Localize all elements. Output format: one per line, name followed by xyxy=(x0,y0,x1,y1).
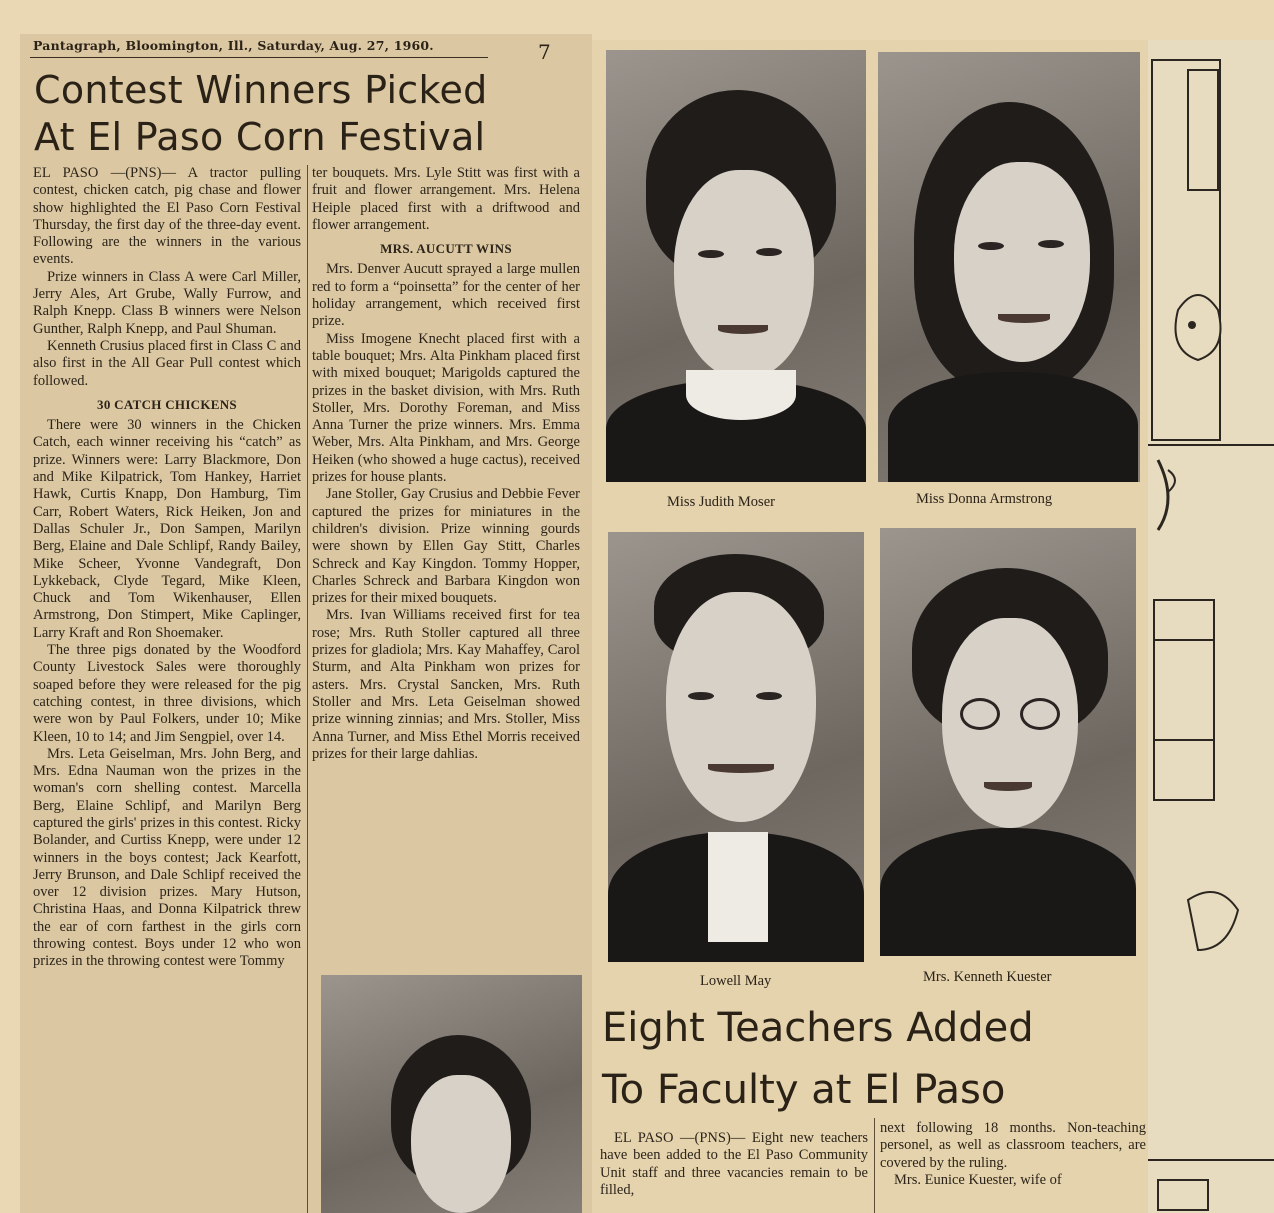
caption-judith-moser: Miss Judith Moser xyxy=(667,494,775,510)
article1-col1-para4: There were 30 winners in the Chicken Catch, each winner receiving his “catch” as prize. Winners were: Larry Blackmore, Don and Mike Kilpatrick, Tom Hankey, Harriet Hawk, Curtis Knapp, Don Hamburg, Tim Carr, Robert Waters, Rick Heiken, Jon and Dallas Schuler Jr., Don Sampen, Marilyn Berg, Elaine and Dale Schlipf, Randy Bailey, Mike Scheer, Yvonne Vandegraft, Don Lykkeback, Clyde Tegard, Mike Kleen, Chuck and Tom Wikenhauser, Ellen Armstrong, Don Stimpert, Mike Caplinger, Larry Kraft and Ron Shoemaker. xyxy=(33,417,301,641)
article1-col2-para5: Mrs. Ivan Williams received first for tea rose; Mrs. Ruth Stoller captured all three prizes for gladiola; Mrs. Kay Mahaffey, Carol Sturm, and Alta Pinkham won prizes for asters. Mrs. Crystal Sancken, Mrs. Ruth Stoller and Mrs. Leta Geiselman showed prize winning zinnias; and Mrs. Stoller, Miss Anna Turner, and Miss Ethel Morris received prizes for their large dahlias. xyxy=(312,607,580,762)
dateline-rule xyxy=(30,57,488,58)
article2-column2 xyxy=(880,1120,1146,1189)
article1-subhead1: 30 CATCH CHICKENS xyxy=(97,396,237,412)
article1-column1 xyxy=(33,165,301,971)
caption-kenneth-kuester: Mrs. Kenneth Kuester xyxy=(923,969,1052,985)
article1-column2 xyxy=(312,165,580,763)
column-rule-2 xyxy=(874,1118,875,1213)
article1-col2-para4: Jane Stoller, Gay Crusius and Debbie Fever captured the prizes for miniatures in the children's division. Prize winning gourds were shown by Ellen Gay Stitt, Charles Schreck and Kay Kingdon. Tommy Hopper, Charles Schreck and Barbara Kingdon won prizes for their mixed bouquets. xyxy=(312,486,580,607)
cartoon-illustration xyxy=(1148,40,1274,1213)
photo-judith-moser xyxy=(606,50,866,482)
dateline: Pantagraph, Bloomington, Ill., Saturday, Aug. 27, 1960. xyxy=(33,38,434,53)
adjacent-clipping-cartoon xyxy=(1148,40,1274,1213)
photo-donna-armstrong xyxy=(878,52,1140,482)
article1-col1-para6: Mrs. Leta Geiselman, Mrs. John Berg, and Mrs. Edna Nauman won the prizes in the woman's corn shelling contest. Marcella Berg, Elaine Schlipf, and Marilyn Berg captured the girls' prizes in this contest. Ricky Bolander, and Curtiss Knepp, were under 12 winners in the boys contest; Jack Kearfott, Jerry Brunson, and Dale Schlipf received the over 12 division prizes. Mary Hutson, Christina Haas, and Donna Kilpatrick threw the ear of corn farthest in the girls corn throwing contest. Boys under 12 who won prizes in the throwing contest were Tommy xyxy=(33,745,301,970)
caption-lowell-may: Lowell May xyxy=(700,973,772,989)
article2-column1 xyxy=(600,1130,868,1199)
article2-col2-para1: next following 18 months. Non-teaching personel, as well as classroom teachers, are covered by the ruling. xyxy=(880,1120,1146,1171)
article1-headline-line2: At El Paso Corn Festival xyxy=(34,115,486,159)
article2-col1-para1: EL PASO —(PNS)— Eight new teachers have been added to the El Paso Community Unit staff and three vacancies remain to be filled, xyxy=(600,1130,868,1198)
article2-headline-line1: Eight Teachers Added xyxy=(602,1005,1034,1051)
article1-col2-para3: Miss Imogene Knecht placed first with a table bouquet; Mrs. Alta Pinkham placed first with mixed bouquet; Marigolds captured the prizes in the basket division, with Mrs. Ruth Stoller, Mrs. Dorothy Foreman, and Miss Anna Turner the prize winners. Mrs. Emma Weber, Mrs. Alta Pinkham, and Mrs. George Heiken (who showed a huge cactus), received prizes for house plants. xyxy=(312,330,580,486)
photo-partial-woman xyxy=(321,975,582,1213)
article1-subhead2: MRS. AUCUTT WINS xyxy=(380,241,512,257)
article1-col1-para5: The three pigs donated by the Woodford County Livestock Sales were thoroughly soaped before they were released for the pig catching contest, in three divisions, which were won by Paul Folkers, under 10; Mike Kleen, 10 to 14; and Jim Sengpiel, over 14. xyxy=(33,642,301,745)
article1-col2-para2: Mrs. Denver Aucutt sprayed a large mullen red to form a “poinsetta” for the center of her holiday arrangement, which received first prize. xyxy=(312,261,580,330)
column-rule xyxy=(307,165,308,1213)
article1-col1-para2: Prize winners in Class A were Carl Miller, Jerry Ales, Art Grube, Wally Furrow, and Ralph Knepp. Class B winners were Nelson Gunther, Ralph Knepp, and Paul Shuman. xyxy=(33,268,301,337)
article1-headline-line1: Contest Winners Picked xyxy=(34,68,488,112)
article1-col1-para1: EL PASO —(PNS)— A tractor pulling contest, chicken catch, pig chase and flower show highlighted the El Paso Corn Festival Thursday, the first day of the three-day event. Following are the winners in the various events. xyxy=(33,165,301,268)
article2-headline-line2: To Faculty at El Paso xyxy=(602,1067,1006,1113)
article1-col1-para3: Kenneth Crusius placed first in Class C and also first in the All Gear Pull contest which followed. xyxy=(33,337,301,389)
article2-col2-para2: Mrs. Eunice Kuester, wife of xyxy=(894,1171,1062,1188)
photo-lowell-may xyxy=(608,532,864,962)
caption-donna-armstrong: Miss Donna Armstrong xyxy=(916,491,1053,507)
article1-col2-para1: ter bouquets. Mrs. Lyle Stitt was first with a fruit and flower arrangement. Mrs. Helena Heiple placed first with a driftwood and flower arrangement. xyxy=(312,165,580,233)
photo-kenneth-kuester xyxy=(880,528,1136,956)
page-number: 7 xyxy=(538,40,551,64)
